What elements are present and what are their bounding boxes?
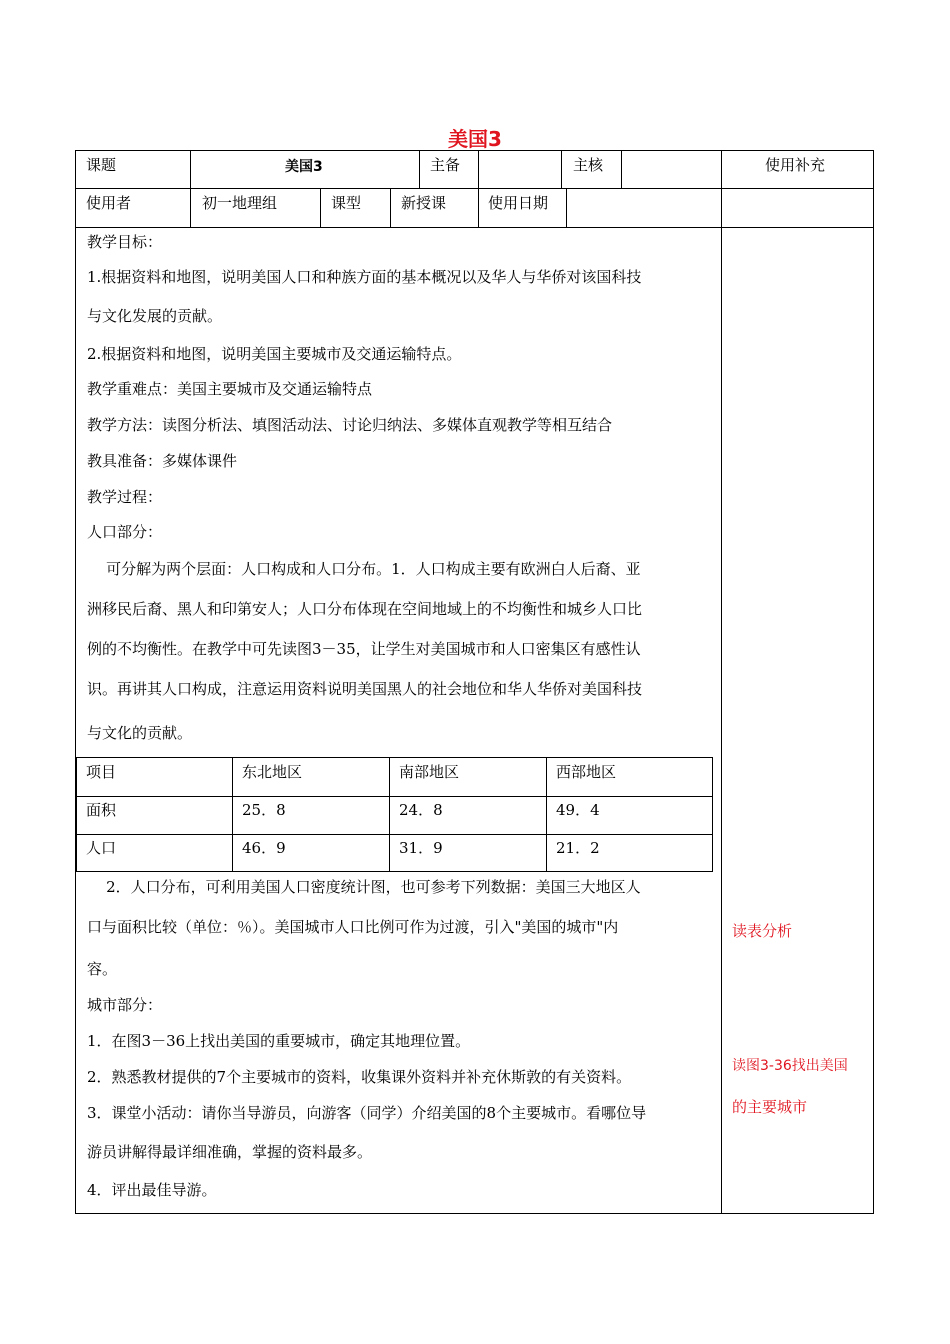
table-header-item: 项目 [86,763,117,781]
population-area-table [76,757,713,872]
population-para-line-2: 洲移民后裔、黑人和印第安人；人口分布体现在空间地域上的不均衡性和城乡人口比 [87,600,643,618]
city-step-3-line-1: 3．课堂小活动：请你当导游员，向游客（同学）介绍美国的8个主要城市。看哪位导 [87,1104,647,1122]
side-note-read-map-line-1: 读图3-36找出美国 [732,1058,848,1074]
population-para-line-4: 识。再讲其人口构成，注意运用资料说明美国黑人的社会地位和华人华侨对美国科技 [87,680,643,698]
table-cell: 46．9 [242,839,286,857]
row-divider-1 [75,188,874,189]
table-cell: 25．8 [242,801,286,819]
city-heading: 城市部分： [87,996,163,1014]
lesson-type-value: 新授课 [401,194,447,212]
topic-value: 美国3 [285,159,323,175]
population-para-line-5: 与文化的贡献。 [87,724,193,742]
table-col-divider-2 [389,757,390,872]
table-row-area-label: 面积 [86,801,117,819]
col-divider-r2-b [320,188,321,227]
lead-author-label: 主备 [430,156,461,174]
col-divider-r1-e [621,150,622,188]
distribution-para-line-1: 2．人口分布，可利用美国人口密度统计图，也可参考下列数据：美国三大地区人 [87,878,641,896]
table-cell: 49．4 [556,801,600,819]
lesson-type-label: 课型 [331,194,362,212]
objective-2: 2.根据资料和地图，说明美国主要城市及交通运输特点。 [87,345,462,363]
table-header-south: 南部地区 [399,763,460,781]
col-divider-r1-c [478,150,479,188]
table-row-divider-1 [76,796,713,797]
objectives-heading: 教学目标： [87,233,163,251]
side-note-read-map-line-2: 的主要城市 [732,1098,808,1116]
key-difficulty: 教学重难点：美国主要城市及交通运输特点 [87,380,373,398]
process-heading: 教学过程： [87,488,163,506]
city-step-3-line-2: 游员讲解得最详细准确，掌握的资料最多。 [87,1143,373,1161]
col-divider-r2-c [390,188,391,227]
distribution-para-line-2: 口与面积比较（单位：％）。美国城市人口比例可作为过渡，引入"美国的城市"内 [87,918,619,936]
table-row-population-label: 人口 [86,839,117,857]
col-divider-r1-a [190,150,191,188]
col-divider-r2-a [190,188,191,227]
col-divider-r2-e [566,188,567,227]
objective-1-line-2: 与文化发展的贡献。 [87,307,223,325]
table-row-divider-2 [76,834,713,835]
population-para-line-1: 可分解为两个层面：人口构成和人口分布。1．人口构成主要有欧洲白人后裔、亚 [87,560,641,578]
user-value: 初一地理组 [202,194,278,212]
side-note-read-table: 读表分析 [732,922,793,940]
table-col-divider-1 [232,757,233,872]
objective-1-line-1: 1.根据资料和地图，说明美国人口和种族方面的基本概况以及华人与华侨对该国科技 [87,268,642,286]
topic-label: 课题 [86,156,117,174]
col-divider-r1-d [561,150,562,188]
teaching-methods: 教学方法：读图分析法、填图活动法、讨论归纳法、多媒体直观教学等相互结合 [87,416,613,434]
table-col-divider-3 [546,757,547,872]
table-cell: 31．9 [399,839,443,857]
table-header-northeast: 东北地区 [242,763,303,781]
population-para-line-3: 例的不均衡性。在教学中可先读图3－35，让学生对美国城市和人口密集区有感性认 [87,640,641,658]
table-header-west: 西部地区 [556,763,617,781]
teaching-aids: 教具准备：多媒体课件 [87,452,238,470]
city-step-1: 1．在图3－36上找出美国的重要城市，确定其地理位置。 [87,1032,471,1050]
row-divider-2 [75,227,874,228]
population-heading: 人口部分： [87,523,163,541]
col-divider-r1-b [419,150,420,188]
table-cell: 21．2 [556,839,600,857]
user-label: 使用者 [86,194,132,212]
supplement-column-divider [721,150,722,1214]
reviewer-label: 主核 [573,156,604,174]
city-step-4: 4．评出最佳导游。 [87,1181,217,1199]
page-title: 美国3 [448,127,502,151]
city-step-2: 2．熟悉教材提供的7个主要城市的资料，收集课外资料并补充休斯敦的有关资料。 [87,1068,632,1086]
distribution-para-line-3: 容。 [87,960,118,978]
usage-date-label: 使用日期 [488,194,549,212]
table-cell: 24．8 [399,801,443,819]
col-divider-r2-d [478,188,479,227]
supplement-header: 使用补充 [765,156,826,174]
